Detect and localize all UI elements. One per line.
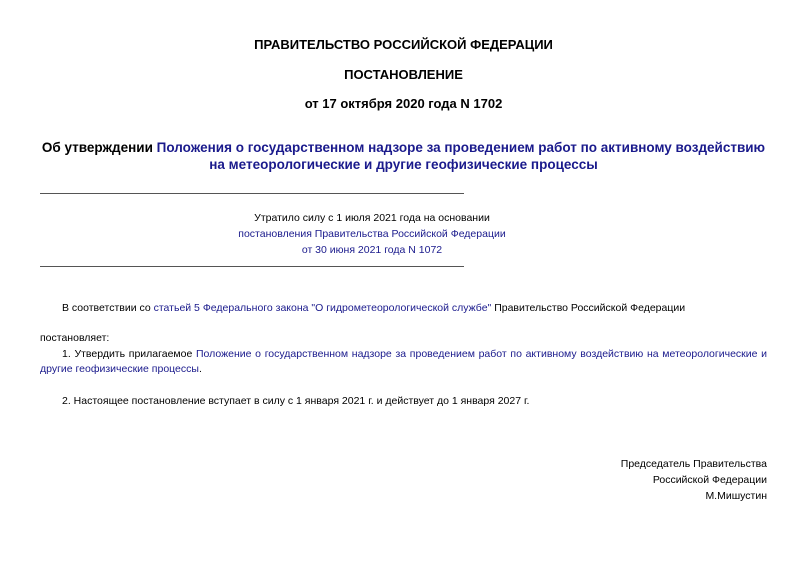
regulation-link[interactable]: Положение о государственном надзоре за проведением работ по активному воздействию на метеорологические и другие геофизические процессы [40,348,767,375]
status-note [168,210,576,258]
repeal-decree-link[interactable]: постановления Правительства Российской Федерации [238,228,506,240]
divider-top [40,193,464,194]
document-date-number: от 17 октября 2020 года N 1702 [304,96,503,111]
signature-block [467,456,767,504]
item-1-prefix: 1. Утвердить прилагаемое [62,348,196,360]
authority-heading: ПРАВИТЕЛЬСТВО РОССИЙСКОЙ ФЕДЕРАЦИИ [254,37,553,52]
signature-name: М.Мишустин [705,490,767,502]
paragraph-resolves: постановляет: [40,332,110,344]
item-1-suffix: . [198,363,202,375]
divider-bottom [40,266,464,267]
federal-law-article-link[interactable]: статьей 5 Федерального закона "О гидрометеорологической службе" [153,302,492,314]
paragraph-item-1 [40,347,767,377]
paragraph-basis [62,301,767,316]
title-regulation-link[interactable]: Положения о государственном надзоре за проведением работ по активному воздействию на метеорологические и другие геофизические процессы [156,140,766,172]
basis-suffix: Правительство Российской Федерации [491,302,686,314]
document-type-heading: ПОСТАНОВЛЕНИЕ [344,67,463,82]
paragraph-item-2: 2. Настоящее постановление вступает в силу с 1 января 2021 г. и действует до 1 января 2027 г. [62,395,530,407]
title-prefix: Об утверждении [41,140,157,155]
status-note-text: Утратило силу с 1 июля 2021 года на основании [254,212,490,224]
repeal-decree-date-link[interactable]: от 30 июня 2021 года N 1072 [301,244,443,256]
signature-position: Председатель Правительства [620,458,767,470]
basis-prefix: В соответствии со [62,302,154,314]
document-title [40,139,767,173]
signature-organization: Российской Федерации [652,474,767,486]
